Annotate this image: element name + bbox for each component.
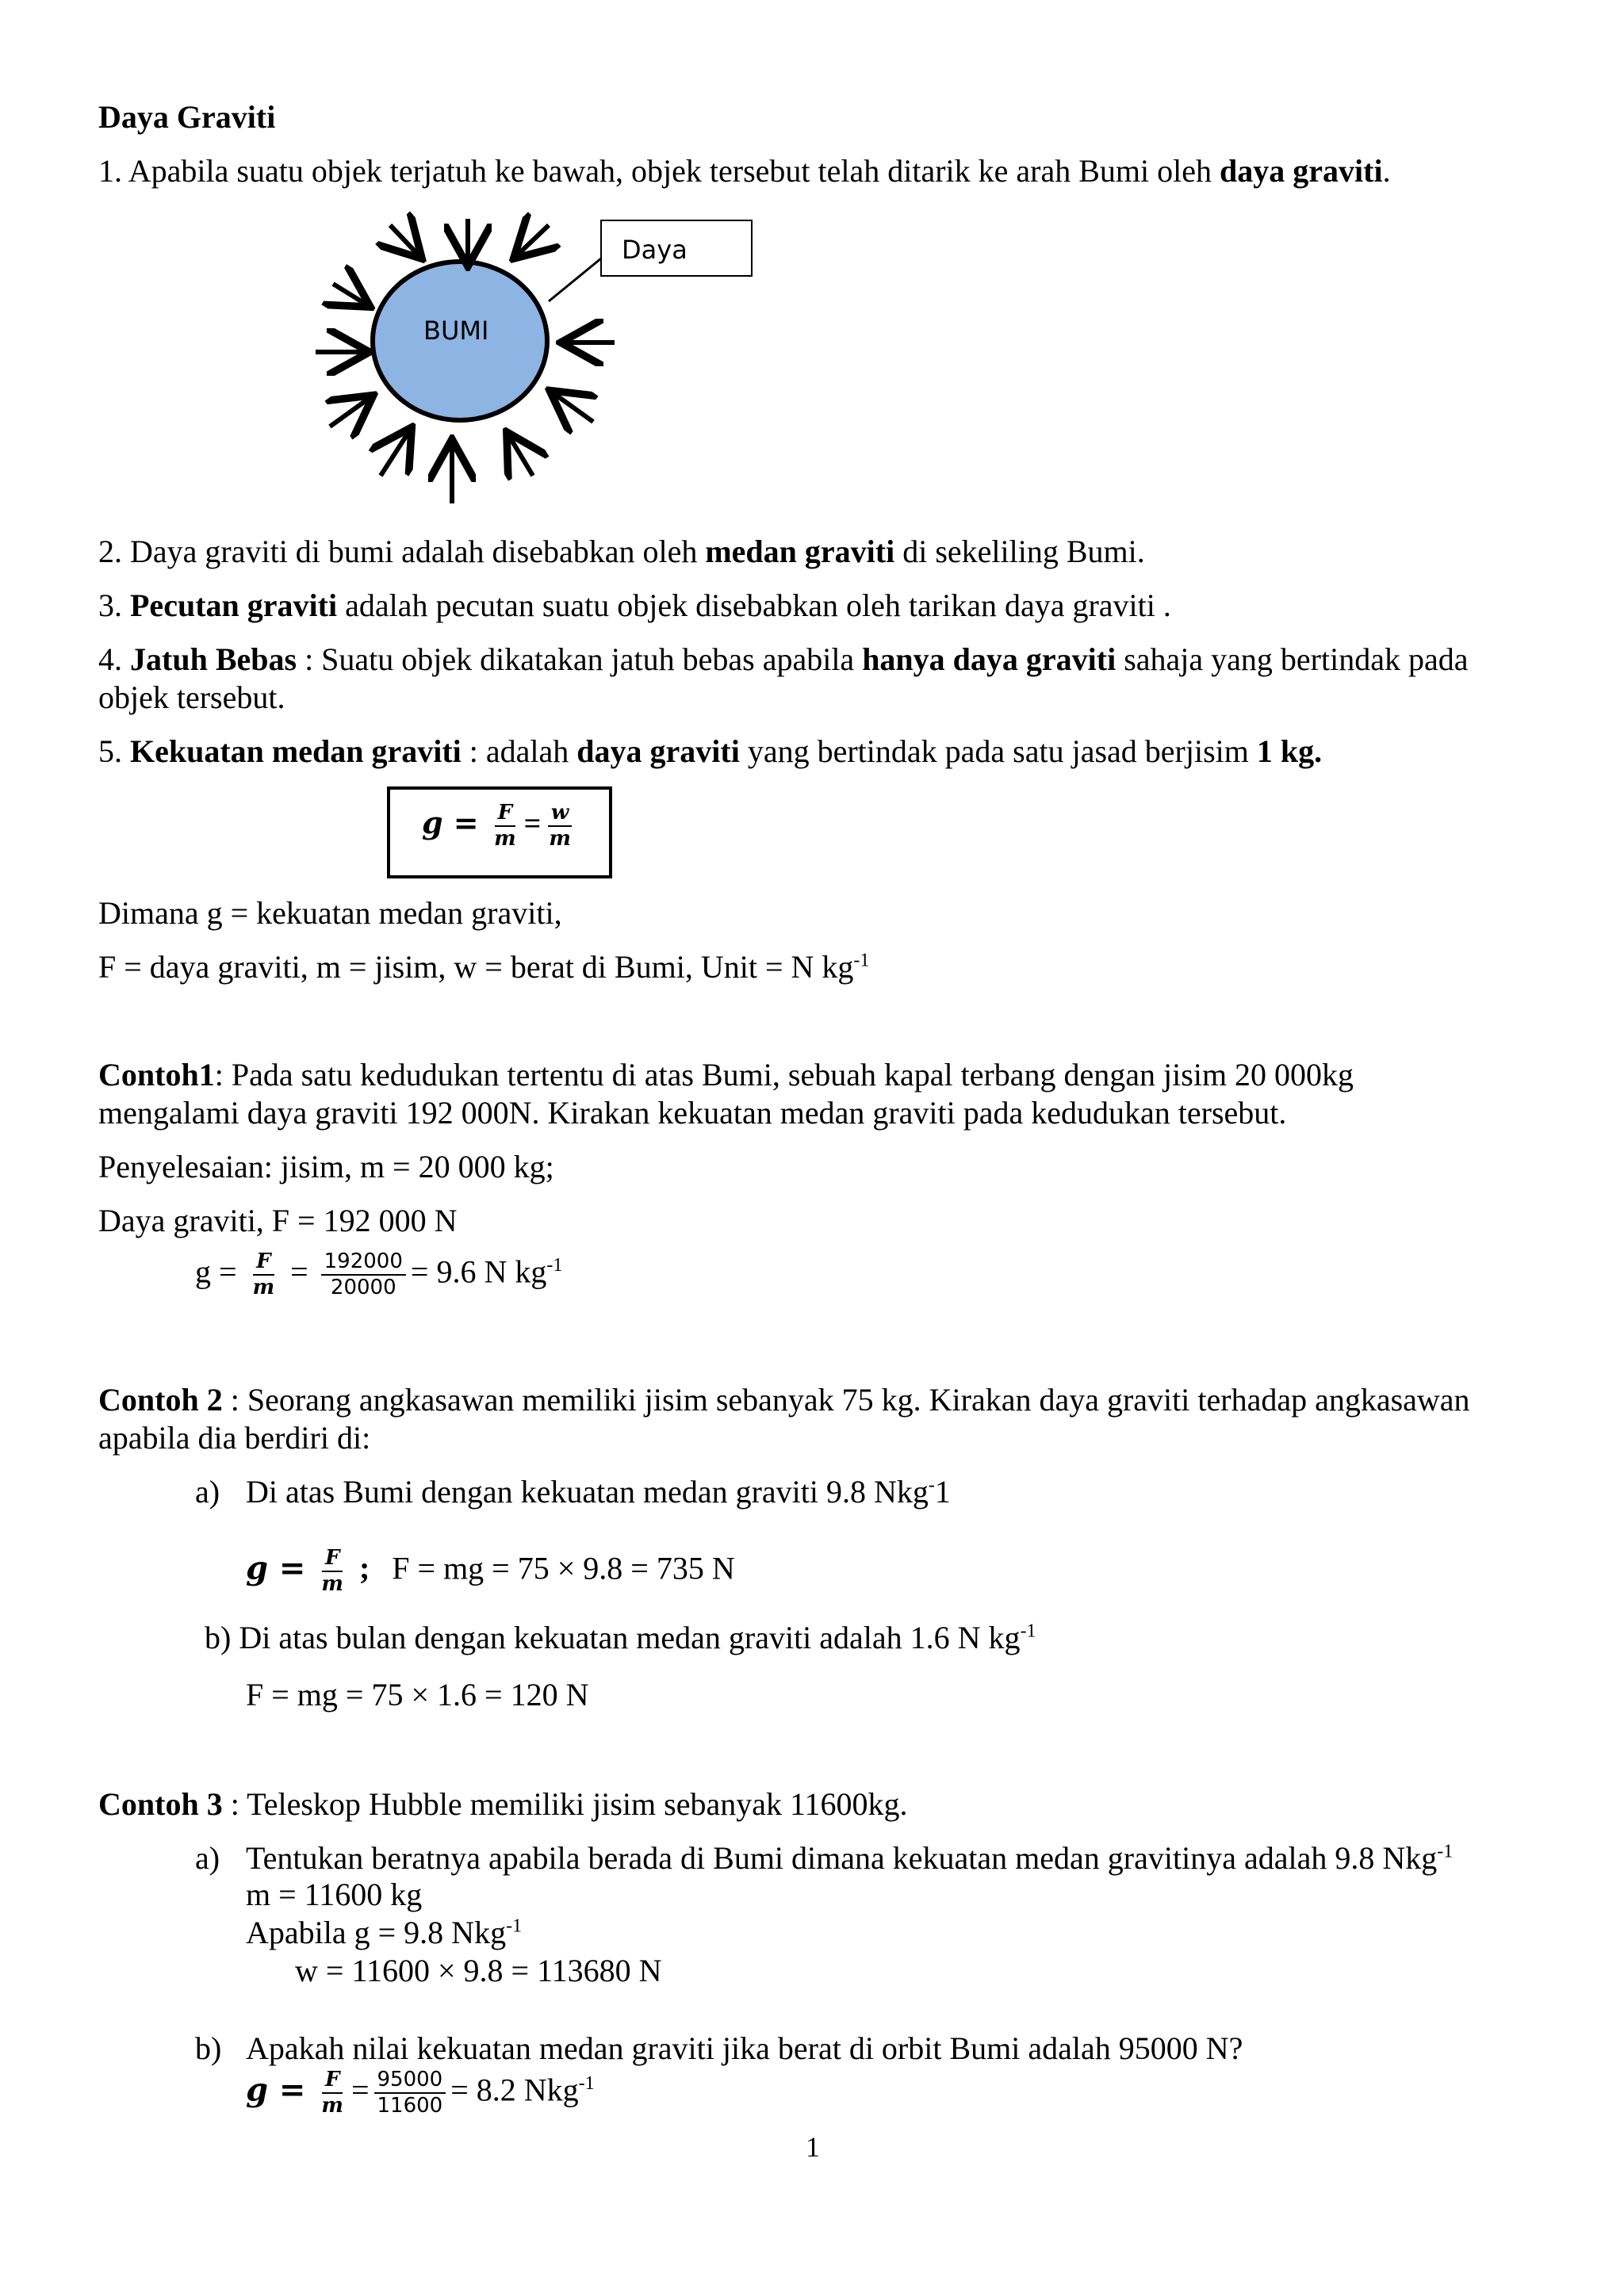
arrow-icon: [333, 284, 366, 304]
point-5-text: : adalah: [461, 733, 577, 769]
point-5-bold: Kekuatan medan graviti: [130, 733, 462, 769]
example-3-a-text: Tentukan beratnya apabila berada di Bumi dimana kekuatan medan gravitinya adalah 9.8 Nkg$^{-1}$: [246, 1840, 1454, 1876]
formula: [422, 802, 579, 851]
definition-line-2: F = daya graviti, m = jisim, w = berat di Bumi, Unit = N $kg^{-1}$: [98, 949, 870, 985]
arrow-icon: [390, 225, 419, 255]
point-4-bold: Jatuh Bebas: [130, 641, 297, 677]
example-3-b-label: b): [195, 2030, 222, 2066]
example-1-text: : Pada satu kedudukan tertentu di atas Bumi, sebuah kapal terbang dengan jisim 20 000kg: [214, 1057, 1354, 1093]
arrow-icon: [330, 398, 370, 427]
example-2: [98, 1384, 1470, 1416]
example-3-label: Contoh 3: [98, 1786, 223, 1822]
definition-line-1: Dimana g = kekuatan medan graviti,: [98, 895, 562, 931]
point-2-bold: medan graviti: [705, 534, 895, 569]
point-5-text-2: yang bertindak pada satu jasad berjisim: [739, 733, 1257, 769]
example-2-a-text: Di atas Bumi dengan kekuatan medan graviti 9.8 Nkg-1: [246, 1474, 951, 1510]
point-2-text: 2. Daya graviti di bumi adalah disebabkan oleh: [98, 534, 706, 569]
example-1-line-2: mengalami daya graviti 192 000N. Kirakan kekuatan medan graviti pada kedudukan tersebut.: [98, 1095, 1287, 1131]
point-1-end: .: [1382, 153, 1391, 189]
point-4-end: sahaja yang bertindak pada: [1116, 641, 1469, 677]
point-1-text: 1. Apabila suatu objek terjatuh ke bawah, objek tersebut telah ditarik ke arah Bumi oleh: [98, 153, 1220, 189]
arrow-icon: [517, 225, 549, 255]
arrow-icon: [509, 436, 533, 476]
point-5-bold-2: daya graviti: [576, 733, 740, 769]
example-1-solution-2: Daya graviti, F = 192 000 N: [98, 1203, 458, 1238]
point-4-num: 4.: [98, 641, 130, 677]
point-2: [98, 536, 1145, 568]
point-1: [98, 155, 1391, 187]
example-1-equation: g = $\frac{F}{m}$ = $\frac{192000}{20000}$ = 9.6 N $kg^{-1}$: [195, 1249, 563, 1300]
example-3-a-label: a): [195, 1840, 220, 1876]
arrow-icon: [381, 431, 409, 476]
point-3-num: 3.: [98, 587, 130, 623]
example-2-fraction-fm: $\frac{F}{m}$: [321, 1546, 343, 1597]
point-2-end: di sekeliling Bumi.: [894, 534, 1145, 569]
point-5-bold-3: 1 kg.: [1256, 733, 1323, 769]
point-5: [98, 733, 1323, 769]
example-3-b-equation: g = $\frac{F}{m}$ = $\frac{95000}{11600}$ = 8.2 Nkg$^{-1}$: [246, 2068, 595, 2118]
example-2-a-equation: g = $\frac{F}{m}$ ; F = mg = 75 × 9.8 = 735 N: [246, 1546, 735, 1597]
label-leader-line: [549, 258, 601, 301]
example-3-b-text: Apakah nilai kekuatan medan graviti jika berat di orbit Bumi adalah 95000 N?: [246, 2030, 1243, 2066]
example-1-label: Contoh1: [98, 1057, 215, 1093]
formula-fraction-fm: $\frac{F}{m}$: [494, 801, 516, 851]
point-3-bold: Pecutan graviti: [130, 587, 338, 623]
example-3-fraction-fm: $\frac{F}{m}$: [321, 2068, 343, 2118]
example-2-label: Contoh 2: [98, 1382, 223, 1418]
point-4: [98, 641, 1469, 677]
example-1-fraction-values: $\frac{192000}{20000}$: [321, 1251, 406, 1299]
example-3-a-mass: m = 11600 kg: [246, 1877, 423, 1912]
example-2-b-calc: F = mg = 75 × 1.6 = 120 N: [246, 1677, 589, 1712]
example-3-text: : Teleskop Hubble memiliki jisim sebanyak 11600kg.: [222, 1786, 908, 1822]
point-4-bold-2: hanya daya graviti: [862, 641, 1116, 677]
page-number: 1: [806, 2131, 820, 2163]
earth-label: BUMI: [423, 316, 489, 346]
point-3: [98, 587, 1171, 623]
point-3-text: adalah pecutan suatu objek disebabkan oleh tarikan daya graviti .: [337, 587, 1171, 623]
point-4-line-2: objek tersebut.: [98, 679, 285, 715]
point-4-text: : Suatu objek dikatakan jatuh bebas apabila: [297, 641, 863, 677]
example-1: [98, 1059, 1354, 1091]
example-2-line-2: apabila dia berdiri di:: [98, 1420, 371, 1456]
gravity-diagram: [301, 206, 777, 515]
example-1-solution-1: Penyelesaian: jisim, m = 20 000 kg;: [98, 1149, 554, 1184]
example-3-a-g: Apabila g = 9.8 Nkg$^{-1}$: [246, 1915, 523, 1950]
example-3: [98, 1786, 908, 1822]
example-2-b-text: b) Di atas bulan dengan kekuatan medan graviti adalah 1.6 N $kg^{-1}$: [205, 1620, 1036, 1655]
page-title: Daya Graviti: [98, 99, 276, 135]
example-2-text: : Seorang angkasawan memiliki jisim sebanyak 75 kg. Kirakan daya graviti terhadap angkasawan: [222, 1382, 1470, 1418]
force-label: Daya: [622, 235, 688, 265]
example-1-fraction-fm: $\frac{F}{m}$: [252, 1249, 275, 1300]
example-3-a-weight: w = 11600 × 9.8 = 113680 N: [295, 1953, 662, 1988]
formula-fraction-wm: $\frac{w}{m}$: [549, 801, 571, 851]
example-2-a-label: a): [195, 1474, 220, 1510]
formula-g: g =: [422, 805, 479, 841]
formula-equals: =: [523, 807, 542, 841]
arrow-icon: [553, 393, 593, 422]
example-3-fraction-values: $\frac{95000}{11600}$: [374, 2069, 446, 2118]
point-5-num: 5.: [98, 733, 130, 769]
point-1-bold: daya graviti: [1220, 153, 1383, 189]
